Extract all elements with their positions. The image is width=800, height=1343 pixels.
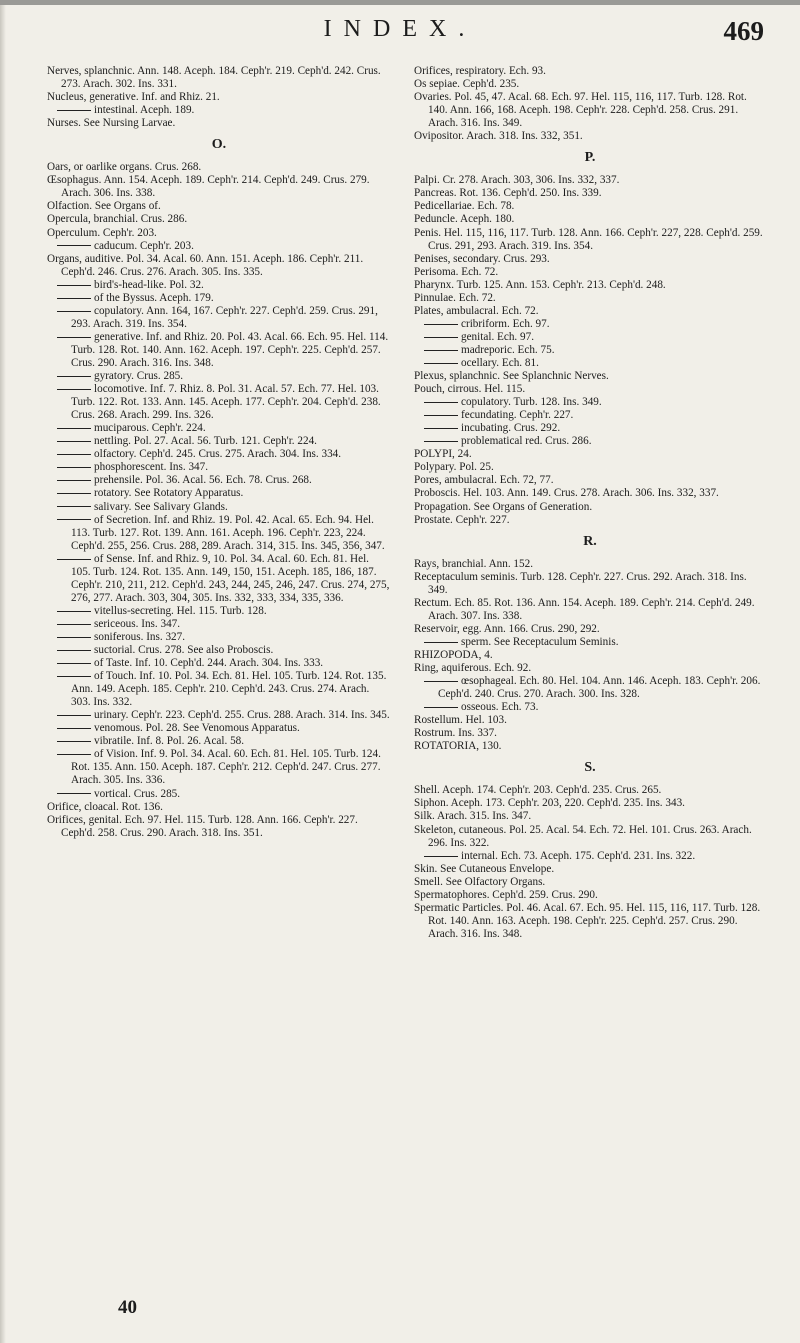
entry-text: Olfaction. See Organs of.	[47, 200, 161, 213]
ditto-dash	[57, 650, 91, 651]
index-entry	[414, 65, 766, 78]
entry-text: Nurses. See Nursing Larvae.	[47, 117, 176, 130]
index-subentry	[414, 701, 766, 714]
index-entry	[414, 448, 766, 461]
ditto-dash	[57, 311, 91, 312]
index-entry	[414, 213, 766, 226]
entry-text: POLYPI, 24.	[414, 448, 472, 461]
index-entry	[414, 279, 766, 292]
ditto-dash	[424, 337, 458, 338]
entry-text: Rays, branchial. Ann. 152.	[414, 557, 534, 570]
index-entry	[414, 305, 766, 318]
page-edge-shadow	[0, 0, 6, 1343]
index-subentry	[47, 448, 391, 461]
index-entry	[414, 714, 766, 727]
entry-text: Organs, auditive. Pol. 34. Acal. 60. Ann. 151. Aceph. 186. Ceph'r. 211. Ceph'd. 246. Crus. 276. Arach. 305. Ins. 335.	[47, 252, 364, 278]
entry-text: Pores, ambulacral. Ech. 72, 77.	[414, 474, 554, 487]
ditto-dash	[424, 324, 458, 325]
entry-text: bird's-head-like. Pol. 32.	[94, 278, 204, 291]
section-letter	[414, 535, 766, 548]
entry-text: copulatory. Turb. 128. Ins. 349.	[461, 396, 602, 409]
index-subentry	[47, 487, 391, 500]
entry-text: fecundating. Ceph'r. 227.	[461, 409, 574, 422]
index-entry	[414, 863, 766, 876]
ditto-dash	[57, 389, 91, 390]
entry-text: Propagation. See Organs of Generation.	[414, 500, 593, 513]
index-subentry	[414, 357, 766, 370]
ditto-dash	[57, 245, 91, 246]
entry-text: Silk. Arach. 315. Ins. 347.	[414, 810, 532, 823]
entry-text: Palpi. Cr. 278. Arach. 303, 306. Ins. 332, 337.	[414, 174, 620, 187]
entry-text: P.	[584, 150, 596, 166]
index-subentry	[47, 618, 391, 631]
ditto-dash	[57, 519, 91, 520]
index-subentry	[414, 396, 766, 409]
ditto-dash	[57, 506, 91, 507]
entry-text: ROTATORIA, 130.	[414, 740, 502, 753]
index-entry	[414, 461, 766, 474]
ditto-dash	[57, 298, 91, 299]
index-entry	[414, 91, 766, 130]
index-entry	[47, 801, 391, 814]
section-letter	[414, 151, 766, 164]
entry-text: Polypary. Pol. 25.	[414, 461, 494, 474]
index-subentry	[47, 422, 391, 435]
index-column-right	[414, 65, 766, 941]
entry-text: Orifice, cloacal. Rot. 136.	[47, 800, 163, 813]
index-entry	[47, 174, 391, 200]
entry-text: phosphorescent. Ins. 347.	[94, 461, 209, 474]
entry-text: Os sepiae. Ceph'd. 235.	[414, 78, 520, 91]
ditto-dash	[57, 559, 91, 560]
index-entry	[414, 784, 766, 797]
entry-text: Oars, or oarlike organs. Crus. 268.	[47, 161, 202, 174]
index-subentry	[47, 240, 391, 253]
index-entry	[414, 383, 766, 396]
ditto-dash	[57, 663, 91, 664]
index-subentry	[47, 461, 391, 474]
entry-text: Reservoir, egg. Ann. 166. Crus. 290, 292.	[414, 622, 600, 635]
ditto-dash	[57, 480, 91, 481]
entry-text: Perisoma. Ech. 72.	[414, 265, 499, 278]
index-entry	[414, 174, 766, 187]
entry-text: of Secretion. Inf. and Rhiz. 19. Pol. 42. Acal. 65. Ech. 94. Hel. 113. Turb. 127. Rot. 139. Ann. 161. Aceph. 196. Ceph'r. 223, 224. Ceph'd. 255, 256. Crus. 288, 289. Arach. 314, 315. Ins. 345, 356, 347.	[71, 513, 385, 552]
entry-text: urinary. Ceph'r. 223. Ceph'd. 255. Crus. 288. Arach. 314. Ins. 345.	[94, 709, 390, 722]
index-subentry	[47, 735, 391, 748]
ditto-dash	[57, 624, 91, 625]
ditto-dash	[57, 793, 91, 794]
index-subentry	[47, 605, 391, 618]
index-entry	[414, 292, 766, 305]
section-letter	[414, 761, 766, 774]
entry-text: R.	[583, 533, 597, 549]
ditto-dash	[424, 415, 458, 416]
entry-text: of Sense. Inf. and Rhiz. 9, 10. Pol. 34. Acal. 60. Ech. 81. Hel. 105. Turb. 124. Rot. 135. Ann. 149, 150, 151. Aceph. 185, 186, 187. Ceph'r. 210, 211, 212. Ceph'd. 243, 244, 245, 246, 247. Crus. 274, 275, 276, 277. Arach. 303, 304, 305. Ins. 332, 333, 334, 335, 336.	[71, 552, 390, 604]
entry-text: Plates, ambulacral. Ech. 72.	[414, 304, 539, 317]
index-entry	[414, 187, 766, 200]
entry-text: sericeous. Ins. 347.	[94, 617, 181, 630]
entry-text: rotatory. See Rotatory Apparatus.	[94, 487, 244, 500]
entry-text: internal. Ech. 73. Aceph. 175. Ceph'd. 231. Ins. 322.	[461, 849, 696, 862]
index-entry	[47, 814, 391, 840]
index-subentry	[47, 631, 391, 644]
index-subentry	[414, 675, 766, 701]
entry-text: generative. Inf. and Rhiz. 20. Pol. 43. Acal. 66. Ech. 95. Hel. 114. Turb. 128. Rot. 140. Ann. 162. Aceph. 197. Ceph'r. 225. Ceph'd. 257. Crus. 290. Arach. 316. Ins. 348.	[71, 330, 389, 369]
index-subentry	[47, 435, 391, 448]
index-subentry	[47, 657, 391, 670]
running-title: INDEX.	[323, 16, 477, 42]
entry-text: Ovaries. Pol. 45, 47. Acal. 68. Ech. 97. Hel. 115, 116, 117. Turb. 128. Rot. 140. Ann. 166, 168. Aceph. 198. Ceph'r. 228. Ceph'd. 258. Crus. 291. Arach. 316. Ins. 349.	[414, 91, 747, 130]
entry-text: Rostellum. Hel. 103.	[414, 714, 507, 727]
index-entry	[47, 253, 391, 279]
entry-text: Pinnulae. Ech. 72.	[414, 291, 496, 304]
index-entry	[47, 65, 391, 91]
entry-text: Skin. See Cutaneous Envelope.	[414, 862, 555, 875]
index-entry	[414, 558, 766, 571]
entry-text: vitellus-secreting. Hel. 115. Turb. 128.	[94, 604, 267, 617]
index-entry	[414, 727, 766, 740]
entry-text: problematical red. Crus. 286.	[461, 435, 592, 448]
entry-text: of Vision. Inf. 9. Pol. 34. Acal. 60. Ech. 81. Hel. 105. Turb. 124. Rot. 135. Ann. 150. Aceph. 187. Ceph'r. 212. Ceph'd. 247. Crus. 277. Arach. 305. Ins. 336.	[71, 748, 381, 787]
ditto-dash	[57, 376, 91, 377]
entry-text: caducum. Ceph'r. 203.	[94, 239, 194, 252]
entry-text: Ovipositor. Arach. 318. Ins. 332, 351.	[414, 130, 583, 143]
entry-text: suctorial. Crus. 278. See also Proboscis.	[94, 644, 274, 657]
index-subentry	[47, 292, 391, 305]
index-subentry	[414, 409, 766, 422]
index-subentry	[47, 104, 391, 117]
index-entry	[414, 514, 766, 527]
index-subentry	[47, 331, 391, 370]
index-entry	[414, 597, 766, 623]
index-entry	[47, 117, 391, 130]
index-subentry	[47, 279, 391, 292]
entry-text: ocellary. Ech. 81.	[461, 356, 539, 369]
section-letter	[47, 138, 391, 151]
index-subentry	[47, 748, 391, 787]
index-entry	[414, 889, 766, 902]
index-entry	[414, 227, 766, 253]
index-subentry	[414, 422, 766, 435]
entry-text: madreporic. Ech. 75.	[461, 343, 555, 356]
running-header	[0, 16, 800, 56]
index-entry	[414, 501, 766, 514]
index-entry	[47, 213, 391, 226]
entry-text: salivary. See Salivary Glands.	[94, 500, 228, 513]
entry-text: Operculum. Ceph'r. 203.	[47, 226, 157, 239]
index-entry	[414, 370, 766, 383]
entry-text: Proboscis. Hel. 103. Ann. 149. Crus. 278. Arach. 306. Ins. 332, 337.	[414, 487, 719, 500]
index-entry	[414, 78, 766, 91]
index-entry	[414, 474, 766, 487]
entry-text: osseous. Ech. 73.	[461, 701, 539, 714]
index-subentry	[47, 501, 391, 514]
ditto-dash	[424, 856, 458, 857]
index-entry	[414, 810, 766, 823]
entry-text: nettling. Pol. 27. Acal. 56. Turb. 121. Ceph'r. 224.	[94, 435, 317, 448]
ditto-dash	[424, 707, 458, 708]
ditto-dash	[57, 637, 91, 638]
index-entry	[414, 623, 766, 636]
entry-text: Pouch, cirrous. Hel. 115.	[414, 383, 526, 396]
entry-text: Pancreas. Rot. 136. Ceph'd. 250. Ins. 339.	[414, 187, 602, 200]
index-entry	[414, 130, 766, 143]
entry-text: Prostate. Ceph'r. 227.	[414, 513, 510, 526]
ditto-dash	[57, 428, 91, 429]
entry-text: venomous. Pol. 28. See Venomous Apparatus.	[94, 722, 300, 735]
entry-text: Spermatic Particles. Pol. 46. Acal. 67. Ech. 95. Hel. 115, 116, 117. Turb. 128. Rot. 140. Ann. 163. Aceph. 198. Ceph'r. 225. Ceph'd. 257. Crus. 290. Arach. 316. Ins. 348.	[414, 901, 761, 940]
index-entry	[414, 662, 766, 675]
entry-text: Receptaculum seminis. Turb. 128. Ceph'r. 227. Crus. 292. Arach. 318. Ins. 349.	[414, 570, 747, 596]
ditto-dash	[424, 441, 458, 442]
entry-text: Shell. Aceph. 174. Ceph'r. 203. Ceph'd. 235. Crus. 265.	[414, 784, 662, 797]
ditto-dash	[57, 110, 91, 111]
entry-text: O.	[211, 137, 227, 153]
ditto-dash	[57, 454, 91, 455]
index-subentry	[47, 722, 391, 735]
ditto-dash	[57, 285, 91, 286]
ditto-dash	[57, 715, 91, 716]
index-entry	[414, 740, 766, 753]
index-subentry	[47, 553, 391, 605]
entry-text: of the Byssus. Aceph. 179.	[94, 291, 214, 304]
ditto-dash	[424, 350, 458, 351]
index-subentry	[414, 636, 766, 649]
top-border	[0, 0, 800, 5]
index-entry	[414, 253, 766, 266]
entry-text: muciparous. Ceph'r. 224.	[94, 422, 206, 435]
entry-text: vibratile. Inf. 8. Pol. 26. Acal. 58.	[94, 735, 245, 748]
ditto-dash	[57, 611, 91, 612]
index-entry	[414, 200, 766, 213]
entry-text: Opercula, branchial. Crus. 286.	[47, 213, 188, 226]
entry-text: soniferous. Ins. 327.	[94, 630, 186, 643]
entry-text: Peduncle. Aceph. 180.	[414, 213, 515, 226]
entry-text: Spermatophores. Ceph'd. 259. Crus. 290.	[414, 888, 598, 901]
entry-text: locomotive. Inf. 7. Rhiz. 8. Pol. 31. Acal. 57. Ech. 77. Hel. 103. Turb. 122. Rot. 133. Ann. 145. Aceph. 177. Ceph'r. 204. Ceph'd. 238. Crus. 268. Arach. 299. Ins. 326.	[71, 383, 381, 422]
ditto-dash	[57, 676, 91, 677]
entry-text: copulatory. Ann. 164, 167. Ceph'r. 227. Ceph'd. 259. Crus. 291, 293. Arach. 319. Ins. 354.	[71, 304, 378, 330]
index-subentry	[47, 383, 391, 422]
entry-text: Rostrum. Ins. 337.	[414, 727, 497, 740]
index-entry	[47, 200, 391, 213]
ditto-dash	[424, 681, 458, 682]
ditto-dash	[424, 642, 458, 643]
entry-text: Penises, secondary. Crus. 293.	[414, 252, 550, 265]
index-subentry	[414, 850, 766, 863]
ditto-dash	[57, 441, 91, 442]
entry-text: genital. Ech. 97.	[461, 330, 535, 343]
entry-text: Pedicellariae. Ech. 78.	[414, 200, 515, 213]
index-subentry	[47, 709, 391, 722]
entry-text: Pharynx. Turb. 125. Ann. 153. Ceph'r. 213. Ceph'd. 248.	[414, 278, 666, 291]
ditto-dash	[57, 493, 91, 494]
index-subentry	[47, 670, 391, 709]
entry-text: intestinal. Aceph. 189.	[94, 104, 195, 117]
entry-text: vortical. Crus. 285.	[94, 787, 181, 800]
index-column-left	[47, 65, 391, 840]
index-entry	[414, 902, 766, 941]
ditto-dash	[57, 337, 91, 338]
entry-text: Skeleton, cutaneous. Pol. 25. Acal. 54. Ech. 72. Hel. 101. Crus. 263. Arach. 296. Ins. 322.	[414, 823, 752, 849]
entry-text: incubating. Crus. 292.	[461, 422, 561, 435]
entry-text: S.	[584, 760, 596, 776]
entry-text: Œsophagus. Ann. 154. Aceph. 189. Ceph'r. 214. Ceph'd. 249. Crus. 279. Arach. 306. Ins. 338.	[47, 174, 370, 200]
entry-text: Plexus, splanchnic. See Splanchnic Nerves.	[414, 370, 609, 383]
signature-mark: 40	[118, 1297, 137, 1318]
entry-text: olfactory. Ceph'd. 245. Crus. 275. Arach. 304. Ins. 334.	[94, 448, 342, 461]
entry-text: Siphon. Aceph. 173. Ceph'r. 203, 220. Ceph'd. 235. Ins. 343.	[414, 797, 685, 810]
index-entry	[47, 227, 391, 240]
index-entry	[414, 876, 766, 889]
entry-text: Nerves, splanchnic. Ann. 148. Aceph. 184. Ceph'r. 219. Ceph'd. 242. Crus. 273. Arach. 302. Ins. 331.	[47, 65, 381, 91]
index-subentry	[47, 305, 391, 331]
entry-text: of Taste. Inf. 10. Ceph'd. 244. Arach. 304. Ins. 333.	[94, 657, 324, 670]
entry-text: RHIZOPODA, 4.	[414, 648, 493, 661]
index-entry	[47, 161, 391, 174]
entry-text: of Touch. Inf. 10. Pol. 34. Ech. 81. Hel. 105. Turb. 124. Rot. 135. Ann. 149. Aceph. 185. Ceph'r. 210. Ceph'd. 243. Crus. 274. Arach. 303. Ins. 332.	[71, 670, 387, 709]
ditto-dash	[424, 428, 458, 429]
index-subentry	[414, 331, 766, 344]
ditto-dash	[424, 402, 458, 403]
entry-text: œsophageal. Ech. 80. Hel. 104. Ann. 146. Aceph. 183. Ceph'r. 206. Ceph'd. 240. Crus. 270. Arach. 300. Ins. 328.	[438, 675, 761, 701]
entry-text: Orifices, genital. Ech. 97. Hel. 115. Turb. 128. Ann. 166. Ceph'r. 227. Ceph'd. 258. Crus. 290. Arach. 318. Ins. 351.	[47, 813, 358, 839]
entry-text: sperm. See Receptaculum Seminis.	[461, 635, 619, 648]
entry-text: prehensile. Pol. 36. Acal. 56. Ech. 78. Crus. 268.	[94, 474, 312, 487]
index-entry	[414, 571, 766, 597]
entry-text: Orifices, respiratory. Ech. 93.	[414, 65, 546, 77]
entry-text: Penis. Hel. 115, 116, 117. Turb. 128. Ann. 166. Ceph'r. 227, 228. Ceph'd. 259. Crus. 291, 293. Arach. 319. Ins. 354.	[414, 226, 763, 252]
index-entry	[47, 91, 391, 104]
entry-text: Smell. See Olfactory Organs.	[414, 875, 546, 888]
index-subentry	[414, 344, 766, 357]
index-subentry	[47, 644, 391, 657]
ditto-dash	[57, 754, 91, 755]
index-subentry	[47, 370, 391, 383]
index-subentry	[414, 318, 766, 331]
index-subentry	[47, 514, 391, 553]
index-entry	[414, 649, 766, 662]
entry-text: Rectum. Ech. 85. Rot. 136. Ann. 154. Aceph. 189. Ceph'r. 214. Ceph'd. 249. Arach. 307. Ins. 338.	[414, 596, 755, 622]
index-subentry	[47, 788, 391, 801]
index-subentry	[414, 435, 766, 448]
ditto-dash	[424, 363, 458, 364]
entry-text: Nucleus, generative. Inf. and Rhiz. 21.	[47, 91, 220, 104]
index-entry	[414, 266, 766, 279]
index-entry	[414, 487, 766, 500]
index-entry	[414, 824, 766, 850]
entry-text: gyratory. Crus. 285.	[94, 370, 184, 383]
ditto-dash	[57, 467, 91, 468]
index-entry	[414, 797, 766, 810]
ditto-dash	[57, 728, 91, 729]
entry-text: cribriform. Ech. 97.	[461, 317, 550, 330]
entry-text: Ring, aquiferous. Ech. 92.	[414, 662, 532, 675]
index-subentry	[47, 474, 391, 487]
page-number: 469	[723, 16, 764, 46]
ditto-dash	[57, 741, 91, 742]
